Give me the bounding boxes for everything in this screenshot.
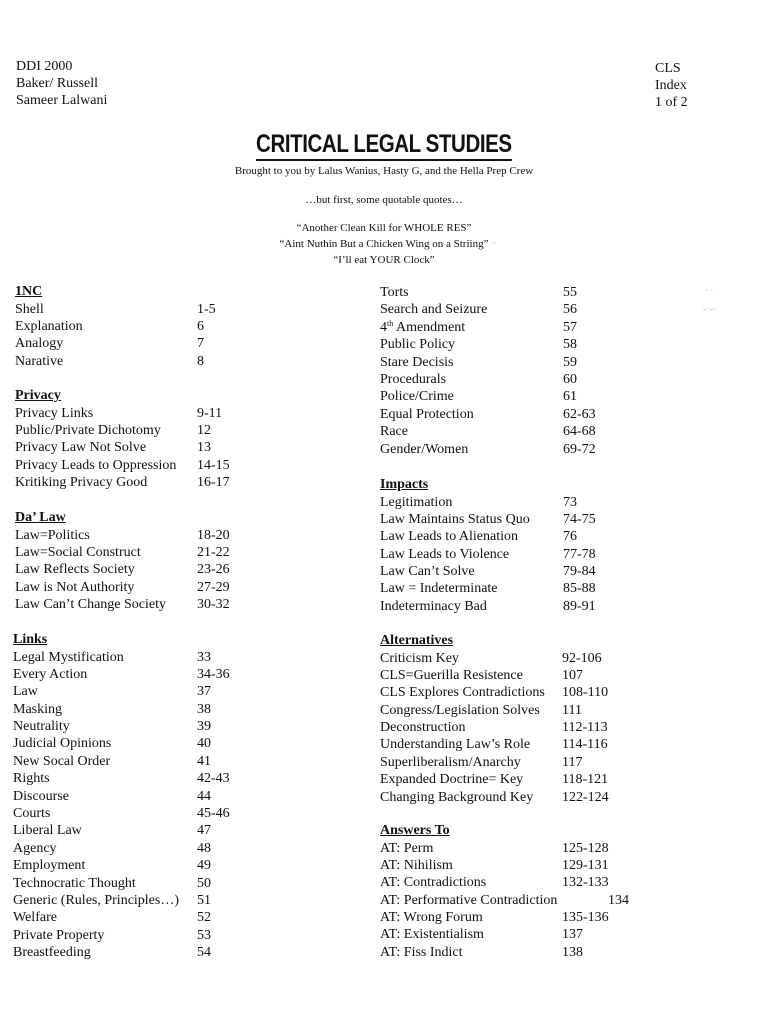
entry-label: Law Leads to Alienation — [380, 529, 519, 545]
entry-label: Procedurals — [380, 371, 447, 387]
entry-page: 54 — [197, 945, 211, 961]
entry-label: Technocratic Thought — [13, 875, 136, 891]
index-row — [13, 944, 263, 961]
entry-page: 138 — [562, 944, 583, 960]
authors: Baker/ Russell — [16, 76, 99, 91]
entry-page: 23-26 — [197, 562, 230, 578]
index-row — [380, 650, 640, 667]
entry-page: 34-36 — [197, 666, 230, 682]
entry-page: 135-136 — [562, 910, 609, 926]
course-code: DDI 2000 — [16, 59, 73, 74]
entry-page: 52 — [197, 910, 211, 926]
entry-label: AT: Nihilism — [380, 857, 453, 873]
entry-label: New Socal Order — [13, 753, 111, 769]
index-row — [380, 719, 640, 736]
entry-page: 55 — [563, 285, 577, 300]
entry-label: Explanation — [15, 318, 83, 334]
entry-page: 40 — [197, 736, 211, 752]
section-misc-links — [380, 284, 640, 458]
index-row — [15, 527, 265, 544]
entry-label: Law = Indeterminate — [380, 581, 498, 597]
page-title-wrap — [0, 130, 768, 161]
index-row — [15, 301, 265, 318]
index-row — [13, 840, 263, 857]
entry-label: Generic (Rules, Principles…) — [13, 892, 180, 908]
entry-page: 62-63 — [563, 406, 596, 422]
index-row — [15, 561, 265, 578]
index-row — [380, 944, 650, 961]
section-links — [13, 631, 263, 962]
entry-label: Law Leads to Violence — [380, 546, 510, 562]
entry-page: 45-46 — [197, 806, 230, 822]
entry-label: Equal Protection — [380, 406, 474, 422]
entry-label: AT: Contradictions — [380, 875, 487, 891]
entry-label: CLS=Guerilla Resistence — [380, 667, 523, 683]
index-row — [13, 909, 263, 926]
entry-page: 73 — [563, 494, 577, 510]
entry-page: 51 — [197, 892, 211, 908]
section-heading: 1NC — [15, 284, 43, 299]
entry-label: Law Maintains Status Quo — [380, 511, 530, 527]
header-right — [655, 60, 688, 111]
entry-label: Changing Background Key — [380, 789, 534, 805]
index-row — [380, 874, 650, 891]
entry-label: Welfare — [13, 910, 57, 926]
index-row — [15, 422, 265, 439]
index-row — [15, 335, 265, 352]
entry-label: Law Can’t Change Society — [15, 597, 166, 613]
entry-label: AT: Wrong Forum — [380, 910, 483, 926]
entry-page: 108-110 — [562, 685, 609, 701]
entry-label: Employment — [13, 858, 86, 874]
header-left — [16, 58, 107, 109]
entry-label: Privacy Leads to Oppression — [15, 457, 177, 473]
entry-page: 9-11 — [197, 405, 223, 421]
entry-label: Stare Decisis — [380, 354, 454, 370]
index-row — [13, 753, 263, 770]
entry-page: 6 — [197, 318, 204, 334]
entry-label: Gender/Women — [380, 441, 469, 457]
entry-label: 4th Amendment — [380, 318, 466, 335]
entry-page: 69-72 — [563, 441, 596, 457]
index-row — [13, 788, 263, 805]
entry-page: 77-78 — [563, 546, 596, 562]
section-heading: Privacy — [15, 388, 61, 403]
entry-label: Breastfeeding — [13, 945, 91, 961]
entry-label: Understanding Law’s Role — [380, 737, 531, 753]
entry-page: 53 — [197, 927, 211, 943]
index-row — [13, 805, 263, 822]
entry-page: 125-128 — [562, 840, 609, 856]
entry-label: Public Policy — [380, 337, 456, 353]
index-row — [13, 683, 263, 700]
entry-label: Law=Social Construct — [15, 544, 141, 560]
index-row — [13, 927, 263, 944]
entry-label: Courts — [13, 806, 51, 822]
entry-label: Narative — [15, 353, 64, 369]
quote-line: “Aint Nuthin But a Chicken Wing on a Striing” — [279, 238, 489, 250]
entry-page: 57 — [563, 319, 577, 335]
index-row — [380, 702, 640, 719]
index-row — [380, 354, 640, 371]
section-impacts — [380, 476, 640, 615]
entry-page: 60 — [563, 371, 577, 387]
entry-label: Neutrality — [13, 719, 70, 735]
index-row — [380, 909, 650, 926]
entry-label: Police/Crime — [380, 389, 454, 405]
scan-speck: - ·-· — [703, 305, 716, 314]
index-row — [380, 771, 640, 788]
entry-page: 27-29 — [197, 579, 230, 595]
entry-label: Indeterminacy Bad — [380, 598, 487, 614]
entry-page: 92-106 — [562, 650, 602, 666]
entry-label: Public/Private Dichotomy — [15, 422, 161, 438]
section-heading: Alternatives — [380, 633, 454, 648]
entry-page: 48 — [197, 840, 211, 856]
entry-label: AT: Fiss Indict — [380, 944, 463, 960]
entry-page: 64-68 — [563, 424, 596, 440]
entry-page: 129-131 — [562, 857, 609, 873]
entry-page: 132-133 — [562, 875, 609, 891]
index-row — [380, 926, 650, 943]
entry-label: AT: Performative Contradiction — [380, 892, 558, 908]
index-row — [380, 684, 640, 701]
section-heading: Answers To — [380, 823, 450, 838]
entry-label: Private Property — [13, 927, 105, 943]
entry-label: AT: Existentialism — [380, 927, 484, 943]
entry-page: 47 — [197, 823, 211, 839]
entry-label: Liberal Law — [13, 823, 82, 839]
entry-label: Race — [380, 424, 408, 440]
entry-page: 79-84 — [563, 564, 596, 580]
entry-label: Torts — [380, 285, 409, 300]
entry-page: 7 — [197, 336, 204, 352]
entry-page: 76 — [563, 529, 577, 545]
entry-label: Analogy — [15, 336, 64, 352]
entry-label: Expanded Doctrine= Key — [380, 772, 524, 788]
section-heading: Impacts — [380, 477, 429, 492]
entry-page: 42-43 — [197, 771, 230, 787]
entry-label: Legal Mystification — [13, 649, 124, 665]
entry-label: Criticism Key — [380, 650, 459, 666]
entry-label: Congress/Legislation Solves — [380, 702, 540, 718]
entry-label: Search and Seizure — [380, 302, 488, 318]
index-row — [15, 579, 265, 596]
entry-page: 16-17 — [197, 475, 230, 491]
index-row — [13, 875, 263, 892]
index-row — [13, 822, 263, 839]
section-heading: Da’ Law — [15, 510, 66, 525]
scan-speck: · · — [706, 286, 714, 295]
index-row — [380, 528, 640, 545]
quote-line: “Another Clean Kill for WHOLE RES” — [296, 222, 472, 234]
index-row — [15, 544, 265, 561]
entry-label: Law — [13, 684, 38, 700]
index-row — [380, 388, 640, 405]
section-1nc — [15, 283, 265, 370]
index-label: Index — [655, 78, 687, 93]
index-row — [380, 736, 640, 753]
entry-label: AT: Perm — [380, 840, 434, 856]
entry-page: 38 — [197, 701, 211, 717]
entry-page: 122-124 — [562, 789, 609, 805]
entry-label: Masking — [13, 701, 62, 717]
entry-label: CLS Explores Contradictions — [380, 685, 545, 701]
index-row — [15, 457, 265, 474]
entry-page: 59 — [563, 354, 577, 370]
entry-page: 21-22 — [197, 544, 230, 560]
index-row — [380, 580, 640, 597]
file-label: CLS — [655, 61, 681, 76]
byline: Brought to you by Lalus Wanius, Hasty G, and the Hella Prep Crew — [234, 165, 534, 177]
index-row — [13, 666, 263, 683]
index-row — [15, 353, 265, 370]
index-row — [380, 789, 640, 806]
index-row — [15, 405, 265, 422]
entry-label: Deconstruction — [380, 720, 466, 736]
entry-label: Law is Not Authority — [15, 579, 135, 595]
section-privacy — [15, 387, 265, 491]
index-row — [380, 319, 640, 336]
index-row — [380, 754, 640, 771]
index-row — [380, 371, 640, 388]
index-row — [13, 857, 263, 874]
index-row — [13, 649, 263, 666]
entry-page: 1-5 — [197, 301, 216, 317]
index-row — [13, 718, 263, 735]
entry-label: Law Reflects Society — [15, 562, 135, 578]
index-row — [13, 892, 263, 909]
entry-label: Kritiking Privacy Good — [15, 475, 148, 491]
entry-page: 8 — [197, 353, 204, 369]
index-row — [380, 423, 640, 440]
section-heading: Links — [13, 632, 48, 647]
index-row — [15, 474, 265, 491]
entry-page: 50 — [197, 875, 211, 891]
index-row — [15, 596, 265, 613]
entry-page: 61 — [563, 389, 577, 405]
index-row — [380, 857, 650, 874]
index-row — [380, 892, 650, 909]
entry-page: 118-121 — [562, 772, 609, 788]
entry-page: 117 — [562, 754, 583, 770]
entry-label: Legitimation — [380, 494, 453, 510]
quotes-intro: …but first, some quotable quotes… — [305, 194, 463, 206]
entry-page: 18-20 — [197, 527, 230, 543]
index-row — [380, 840, 650, 857]
entry-page: 112-113 — [562, 720, 608, 736]
index-row — [15, 318, 265, 335]
entry-page: 37 — [197, 684, 211, 700]
entry-page: 41 — [197, 753, 211, 769]
index-row — [380, 284, 640, 301]
page-title: CRITICAL LEGAL STUDIES — [256, 130, 512, 161]
compiler-name: Sameer Lalwani — [16, 93, 108, 108]
entry-page: 14-15 — [197, 457, 230, 473]
entry-label: Rights — [13, 771, 50, 787]
index-row — [380, 667, 640, 684]
index-row — [380, 301, 640, 318]
entry-page: 114-116 — [562, 737, 608, 753]
entry-label: Privacy Links — [15, 405, 94, 421]
index-row — [13, 701, 263, 718]
entry-page: 137 — [562, 927, 583, 943]
entry-page: 13 — [197, 440, 211, 456]
scan-speck: - — [493, 238, 496, 247]
index-row — [380, 406, 640, 423]
index-row — [380, 336, 640, 353]
entry-label: Law=Politics — [15, 527, 90, 543]
entry-page: 134 — [608, 892, 629, 908]
index-row — [13, 770, 263, 787]
index-row — [13, 735, 263, 752]
entry-page: 39 — [197, 719, 211, 735]
entry-label: Every Action — [13, 666, 88, 682]
entry-label: Superliberalism/Anarchy — [380, 754, 521, 770]
page-count: 1 of 2 — [655, 95, 688, 110]
entry-page: 111 — [562, 702, 582, 718]
entry-page: 107 — [562, 667, 583, 683]
entry-page: 56 — [563, 302, 577, 318]
section-answers-to — [380, 822, 650, 961]
index-row — [380, 546, 640, 563]
entry-page: 49 — [197, 858, 211, 874]
quote-line: “I’ll eat YOUR Clock” — [333, 254, 435, 266]
entry-page: 12 — [197, 422, 211, 438]
entry-label: Shell — [15, 301, 44, 317]
index-row — [380, 494, 640, 511]
index-row — [15, 439, 265, 456]
entry-page: 30-32 — [197, 597, 230, 613]
index-row — [380, 598, 640, 615]
entry-label: Agency — [13, 840, 57, 856]
index-row — [380, 441, 640, 458]
entry-page: 58 — [563, 337, 577, 353]
entry-label: Judicial Opinions — [13, 736, 112, 752]
index-row — [380, 563, 640, 580]
entry-page: 33 — [197, 649, 211, 665]
entry-label: Law Can’t Solve — [380, 564, 475, 580]
entry-page: 44 — [197, 788, 211, 804]
section-alternatives — [380, 632, 640, 806]
section-da-law — [15, 509, 265, 613]
entry-label: Discourse — [13, 788, 69, 804]
entry-page: 89-91 — [563, 598, 596, 614]
entry-page: 74-75 — [563, 511, 596, 527]
index-row — [380, 511, 640, 528]
entry-page: 85-88 — [563, 581, 596, 597]
entry-label: Privacy Law Not Solve — [15, 440, 147, 456]
